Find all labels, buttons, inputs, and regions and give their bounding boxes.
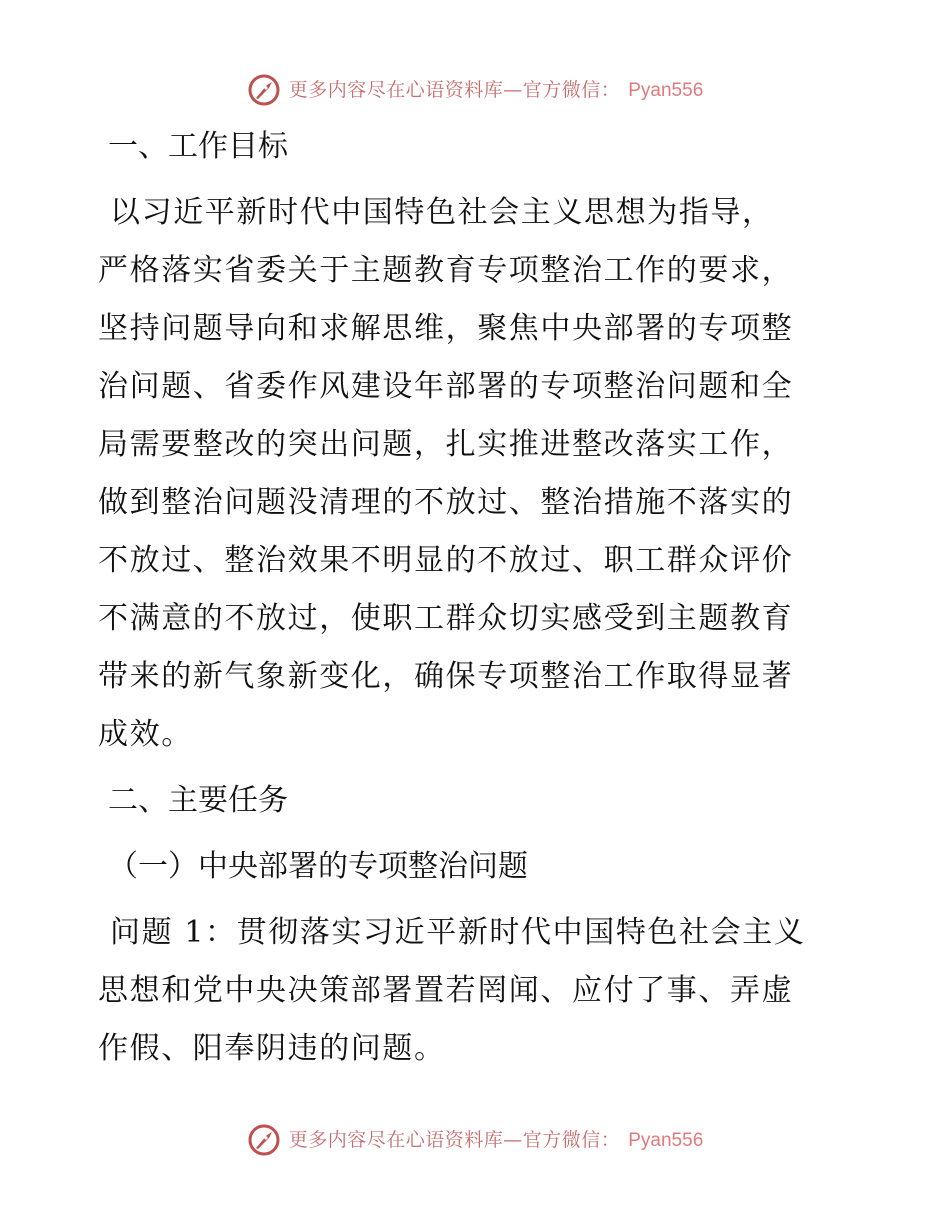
paragraph-line: 坚持问题导向和求解思维，聚焦中央部署的专项整 — [98, 311, 794, 346]
paragraph-line: 思想和党中央决策部署置若罔闻、应付了事、弄虚 — [98, 973, 794, 1008]
paragraph-line: 作假、阳奉阴违的问题。 — [98, 1031, 446, 1066]
goals-paragraph — [98, 184, 858, 764]
paragraph-line: 以习近平新时代中国特色社会主义思想为指导， — [110, 195, 774, 230]
issue-paragraph — [98, 904, 858, 1078]
subsection-heading: （一）中央部署的专项整治问题 — [108, 849, 528, 884]
paragraph-line: 成效。 — [98, 717, 193, 752]
paragraph-line: 带来的新气象新变化，确保专项整治工作取得显著 — [98, 659, 794, 694]
pen-nib-circle-icon — [247, 73, 281, 107]
paragraph-line: 严格落实省委关于主题教育专项整治工作的要求， — [98, 253, 794, 288]
paragraph-line: 不满意的不放过，使职工群众切实感受到主题教育 — [98, 601, 794, 636]
wechat-id: Pyan556 — [628, 1129, 704, 1151]
paragraph-line: 治问题、省委作风建设年部署的专项整治问题和全 — [98, 369, 794, 404]
section-heading-goals: 一、工作目标 — [108, 129, 288, 164]
wechat-id: Pyan556 — [628, 79, 704, 101]
watermark-text: 更多内容尽在心语资料库—官方微信： — [288, 1128, 621, 1151]
paragraph-line: 问题 1：贯彻落实习近平新时代中国特色社会主义 — [110, 915, 806, 950]
paragraph-line: 局需要整改的突出问题，扎实推进整改落实工作， — [98, 427, 794, 462]
watermark-text: 更多内容尽在心语资料库—官方微信： — [288, 78, 621, 101]
footer-watermark — [0, 1120, 950, 1160]
paragraph-line: 做到整治问题没清理的不放过、整治措施不落实的 — [98, 485, 794, 520]
header-watermark — [0, 70, 950, 110]
pen-nib-circle-icon — [247, 1123, 281, 1157]
paragraph-line: 不放过、整治效果不明显的不放过、职工群众评价 — [98, 543, 794, 578]
document-body — [98, 118, 858, 1078]
section-heading-tasks: 二、主要任务 — [108, 783, 288, 818]
